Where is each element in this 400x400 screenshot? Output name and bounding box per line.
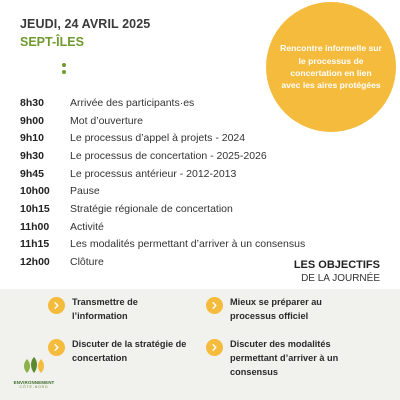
schedule-time: 9h45: [20, 167, 44, 180]
schedule-time: 9h00: [20, 114, 44, 127]
schedule-time: 10h15: [20, 202, 50, 215]
chevron-right-icon: [48, 297, 65, 314]
schedule-item: [20, 112, 305, 130]
objective-item: [206, 338, 366, 379]
objective-label: Discuter des modalités permettant d’arriver à un consensus: [230, 339, 339, 377]
schedule-activity: Le processus d’appel à projets - 2024: [70, 132, 246, 145]
schedule-item: [20, 253, 305, 271]
objectives-title: LES OBJECTIFS: [293, 259, 380, 271]
header: [20, 17, 150, 49]
schedule-time: 9h30: [20, 149, 44, 162]
logo-subname: CÔTE-NORD: [19, 385, 49, 389]
objective-label: Discuter de la stratégie de concertation: [72, 339, 187, 363]
objective-item: [206, 296, 366, 324]
event-date: JEUDI, 24 AVRIL 2025: [20, 17, 151, 31]
schedule-item: [20, 218, 305, 236]
schedule-activity: Pause: [70, 185, 100, 198]
schedule-activity: Arrivée des participants·es: [70, 96, 195, 109]
schedule-item: [20, 147, 305, 165]
schedule-time: 8h30: [20, 96, 44, 109]
schedule-activity: Le processus de concertation - 2025-2026: [70, 149, 267, 162]
logo-name: ENVIRONNEMENT: [13, 380, 55, 385]
schedule-activity: Stratégie régionale de concertation: [70, 202, 233, 215]
organization-logo: [10, 356, 58, 389]
schedule-activity: Mot d’ouverture: [70, 114, 143, 127]
chevron-right-icon: [206, 297, 223, 314]
objectives-heading: [294, 259, 380, 284]
event-place: SEPT-ÎLES: [20, 35, 84, 49]
schedule-list: [20, 94, 305, 271]
schedule-activity: Clôture: [70, 256, 104, 269]
schedule-item: [20, 236, 305, 254]
objectives-subtitle: DE LA JOURNÉE: [301, 273, 380, 284]
schedule-time: 9h10: [20, 132, 44, 145]
event-bubble-text: Rencontre informelle sur le processus de concertation en lien avec les aires protégées: [280, 43, 382, 91]
objective-item: [48, 338, 198, 366]
objective-label: Transmettre de l’information: [72, 297, 138, 321]
schedule-item: [20, 94, 305, 112]
schedule-time: 11h00: [20, 220, 50, 233]
schedule-item: [20, 200, 305, 218]
vertical-dots-icon: [62, 63, 66, 77]
leaves-icon: [19, 356, 49, 374]
schedule-activity: Activité: [70, 220, 104, 233]
schedule-activity: Les modalités permettant d’arriver à un consensus: [70, 238, 306, 251]
chevron-right-icon: [206, 339, 223, 356]
schedule-item: [20, 182, 305, 200]
schedule-activity: Le processus antérieur - 2012-2013: [70, 167, 237, 180]
schedule-item: [20, 165, 305, 183]
schedule-time: 11h15: [20, 238, 50, 251]
schedule-time: 10h00: [20, 185, 50, 198]
schedule-time: 12h00: [20, 256, 50, 269]
schedule-item: [20, 129, 305, 147]
chevron-right-icon: [48, 339, 65, 356]
objective-label: Mieux se préparer au processus officiel: [230, 297, 322, 321]
objective-item: [48, 296, 188, 324]
